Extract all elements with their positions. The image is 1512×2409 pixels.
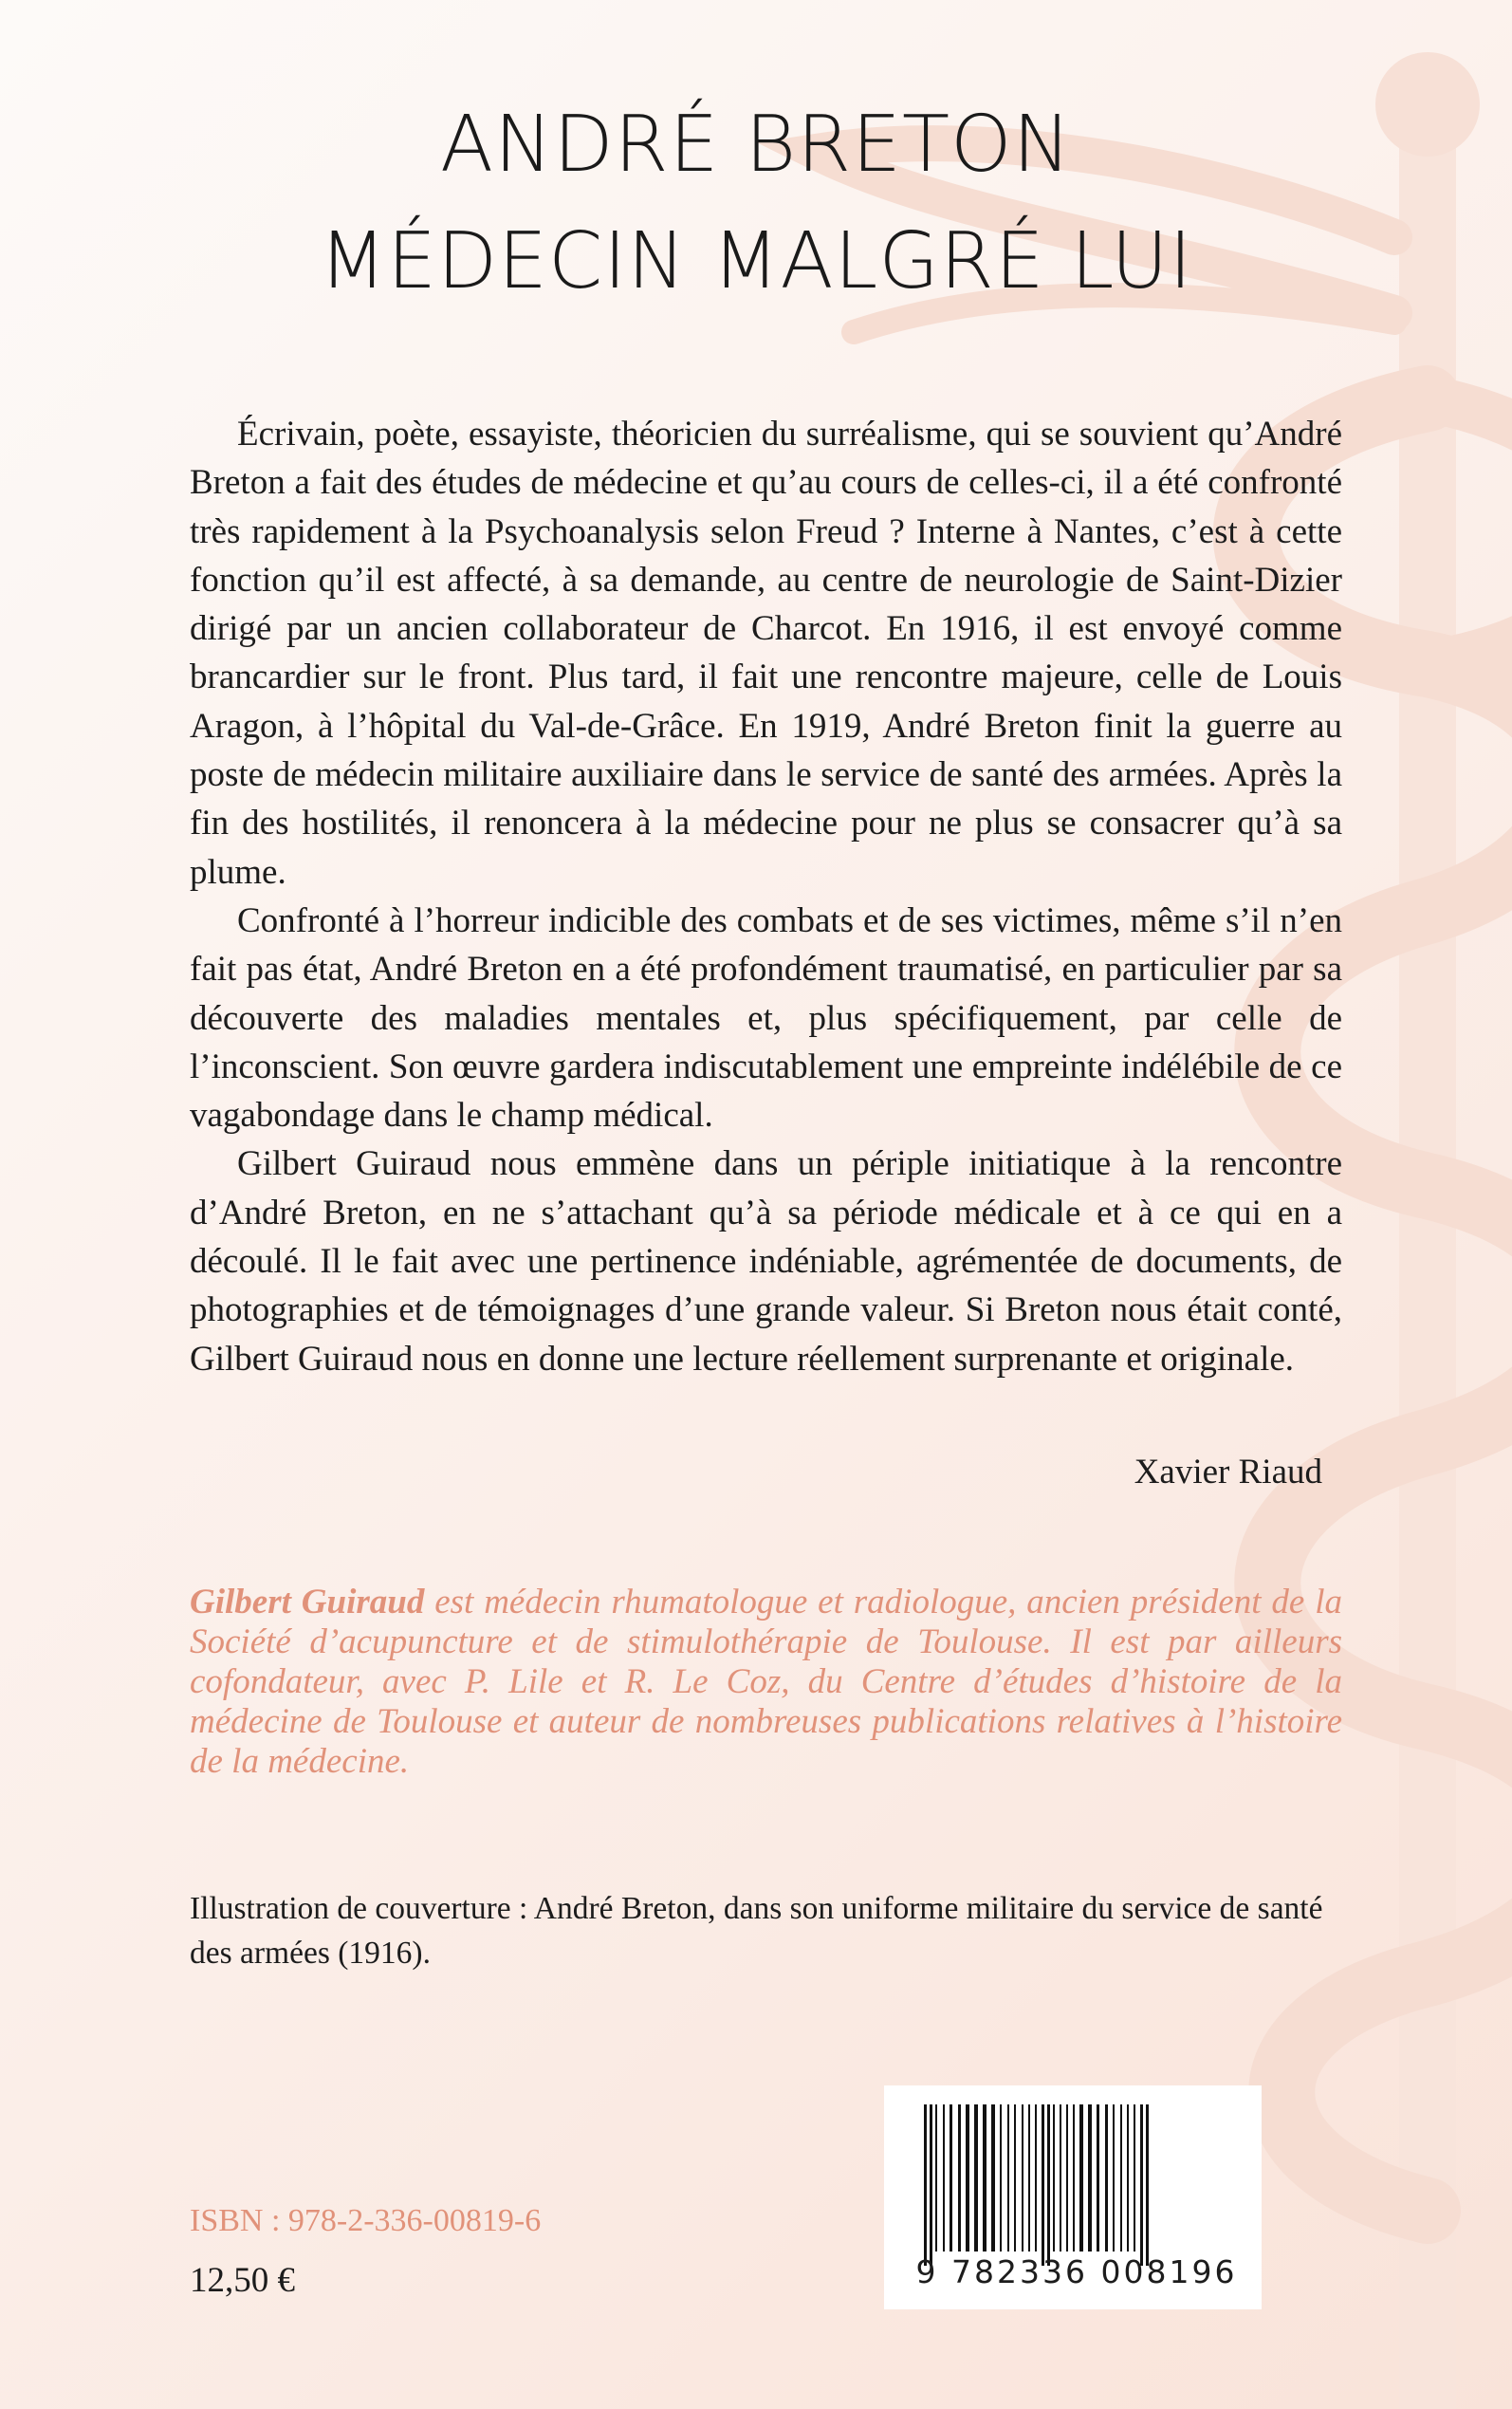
- barcode-bar: [1105, 2104, 1108, 2251]
- barcode-digits: 9 782336 008196: [915, 2253, 1238, 2290]
- barcode-bar: [924, 2104, 927, 2266]
- barcode-bar: [991, 2104, 995, 2251]
- barcode-bar: [1060, 2104, 1061, 2251]
- illustration-credit: Illustration de couverture : André Breton, dans son uniforme militaire du service de santé des armées (1916).: [190, 1891, 1323, 1971]
- barcode-bar: [958, 2104, 961, 2251]
- barcode-bar: [1134, 2104, 1135, 2251]
- barcode-bar: [1146, 2104, 1149, 2266]
- blurb-paragraph: Gilbert Guiraud nous emmène dans un périple initiatique à la rencontre d’André Breton, en ne s’attachant qu’à sa période médicale et à ce qui en a découlé. Il le fait avec une pertinence indéniable, agrémentée de documents, de photographies et de témoignages d’une grande valeur. Si Breton nous était conté, Gilbert Guiraud nous en donne une lecture réellement surprenante et originale.: [190, 1144, 1342, 1379]
- author-name: Gilbert Guiraud: [190, 1583, 425, 1621]
- barcode-bar: [935, 2104, 937, 2251]
- blurb-paragraph: Écrivain, poète, essayiste, théoricien du surréalisme, qui se souvient qu’André Breton a fait des études de médecine et qu’au cours de celles-ci, il a été confronté très rapidement à la Psychoanalysis selon Freud ? Interne à Nantes, c’est à cette fonction qu’il est affecté, à sa demande, au centre de neurologie de Saint-Dizier dirigé par un ancien collaborateur de Charcot. En 1916, il est envoyé comme brancardier sur le front. Plus tard, il fait une rencontre majeure, celle de Louis Aragon, à l’hôpital du Val-de-Grâce. En 1919, André Breton finit la guerre au poste de médecin militaire auxiliaire dans le service de santé des armées. Après la fin des hostilités, il renoncera à la médecine pour ne plus se consacrer qu’à sa plume.: [190, 415, 1342, 892]
- author-bio-text: est médecin rhumatologue et radiologue, ancien président de la Société d’acupuncture et de stimulothérapie de Toulouse. Il est par ailleurs cofondateur, avec P. Lile et R. Le Coz, du Centre d’études d’histoire de la médecine de Toulouse et auteur de nombreuses publications relatives à l’histoire de la médecine.: [190, 1583, 1342, 1781]
- barcode-bar: [1113, 2104, 1115, 2251]
- barcode-bar: [983, 2104, 986, 2251]
- barcode-bar: [1066, 2104, 1068, 2251]
- barcode-bar: [1007, 2104, 1009, 2251]
- barcode-bar: [1097, 2104, 1099, 2251]
- barcode-bar: [943, 2104, 945, 2251]
- barcode-bar: [1127, 2104, 1129, 2251]
- isbn: ISBN : 978-2-336-00819-6: [190, 2203, 542, 2238]
- barcode-bar: [1140, 2104, 1143, 2266]
- barcode-bar: [1073, 2104, 1075, 2251]
- barcode-bar: [1053, 2104, 1055, 2251]
- barcode-bar: [1028, 2104, 1030, 2251]
- barcode-bar: [1042, 2104, 1044, 2266]
- barcode-bar: [950, 2104, 952, 2251]
- barcode-bar: [1120, 2104, 1122, 2251]
- barcode-bar: [966, 2104, 969, 2251]
- barcode-bar: [1022, 2104, 1023, 2251]
- barcode-bar: [1014, 2104, 1016, 2251]
- barcode-bar: [1047, 2104, 1050, 2266]
- blurb-signature: Xavier Riaud: [1134, 1453, 1322, 1492]
- barcode-bar: [1079, 2104, 1083, 2251]
- barcode-bar: [930, 2104, 932, 2266]
- barcode-bar: [1035, 2104, 1037, 2251]
- blurb-paragraph: Confronté à l’horreur indicible des combats et de ses victimes, même s’il n’en fait pas état, André Breton en a été profondément traumatisé, en particulier par sa découverte des maladies mentales et, plus spécifiquement, par celle de l’inconscient. Son œuvre gardera indiscutablement une empreinte indélébile de ce vagabondage dans le champ médical.: [190, 900, 1342, 1136]
- barcode: [884, 2085, 1262, 2309]
- back-cover-blurb: [190, 410, 1342, 1383]
- book-title: ANDRÉ BRETON: [440, 100, 1072, 190]
- book-subtitle: MÉDECIN MALGRÉ LUI: [319, 216, 1193, 306]
- price: 12,50 €: [190, 2261, 295, 2300]
- author-bio: [190, 1583, 1342, 1782]
- barcode-bar: [1088, 2104, 1092, 2251]
- barcode-bar: [974, 2104, 978, 2251]
- barcode-bar: [1000, 2104, 1002, 2251]
